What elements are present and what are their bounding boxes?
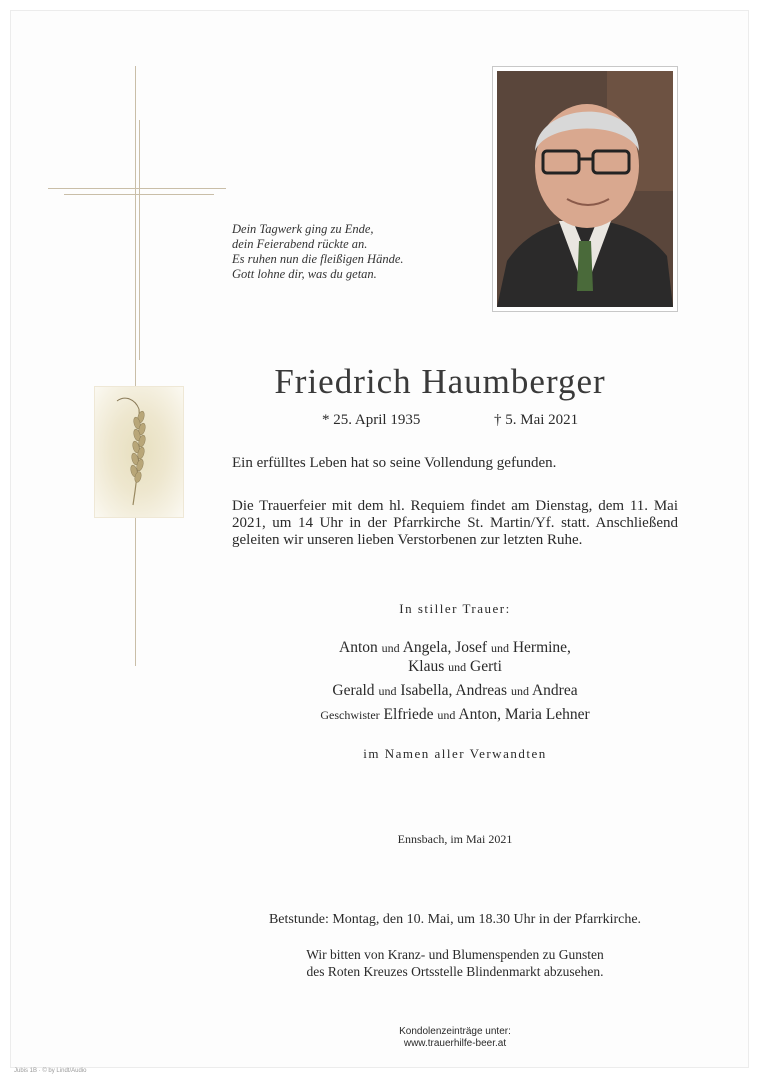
deceased-name: Friedrich Haumberger [274, 362, 606, 401]
connector: und [437, 708, 456, 722]
portrait-photo [492, 66, 678, 312]
place-date: Ennsbach, im Mai 2021 [397, 832, 513, 846]
mourner-name: Hermine, [512, 639, 571, 656]
birth-date: * 25. April 1935 [322, 412, 421, 428]
poem-line: Dein Tagwerk ging zu Ende, [232, 222, 374, 236]
funeral-text: Die Trauerfeier mit dem hl. Requiem findet am Dienstag, dem 11. Mai 2021, um 14 Uhr in der Pfarrkirche St. Martin/Yf. statt. Anschließend geleiten wir unseren lieben Verstorbenen zur letzten Ruhe. [232, 498, 678, 548]
motto-text: Ein erfülltes Leben hat so seine Vollendung gefunden. [232, 455, 557, 471]
mourners-line [232, 705, 678, 725]
mourner-name: Klaus [408, 658, 445, 675]
wheat-icon [95, 387, 183, 517]
poem-line: dein Feierabend rückte an. [232, 237, 368, 251]
footer-credit: Jubis 1B · © by Lindt/Audio [14, 1068, 87, 1074]
mourner-name: Isabella, Andreas [400, 682, 508, 699]
cross-vertical-line [135, 66, 136, 666]
connector: und [381, 641, 400, 655]
mourner-name: Anton [339, 639, 378, 656]
cross-vertical-line-inner [139, 120, 140, 360]
relatives-text: im Namen aller Verwandten [363, 746, 547, 761]
cross-horizontal-line-inner [64, 194, 214, 195]
mourners-line [232, 681, 678, 701]
mourners-heading: In stiller Trauer: [399, 601, 511, 616]
portrait-image [497, 71, 673, 307]
poem-line: Es ruhen nun die fleißigen Hände. [232, 252, 404, 266]
death-date: † 5. Mai 2021 [494, 412, 579, 428]
connector: und [490, 641, 509, 655]
mourner-name: Gerald [332, 682, 375, 699]
connector: und [378, 684, 397, 698]
poem [232, 222, 472, 282]
cross-horizontal-line [48, 188, 226, 189]
mourner-name: Anton, Maria Lehner [458, 706, 590, 723]
flowers-text-line: Wir bitten von Kranz- und Blumenspenden zu Gunsten [306, 947, 604, 962]
mourner-name: Angela, Josef [402, 639, 488, 656]
mourners-line [232, 638, 678, 658]
condolence-label: Kondolenzeinträge unter: [399, 1026, 511, 1037]
mourner-name: Andrea [531, 682, 578, 699]
person-portrait-icon [497, 71, 673, 307]
prayer-hour-text: Betstunde: Montag, den 10. Mai, um 18.30 Uhr in der Pfarrkirche. [268, 912, 642, 927]
mourner-name: Gerti [470, 658, 502, 675]
wheat-ear-image [94, 386, 184, 518]
mourner-name: Elfriede [383, 706, 434, 723]
mourners-line [232, 657, 678, 677]
condolence-link[interactable]: www.trauerhilfe-beer.at [403, 1038, 507, 1049]
poem-line: Gott lohne dir, was du getan. [232, 267, 377, 281]
flowers-text-line: des Roten Kreuzes Ortsstelle Blindenmarkt abzusehen. [306, 964, 604, 979]
siblings-prefix: Geschwister [320, 708, 380, 722]
connector: und [448, 660, 467, 674]
connector: und [510, 684, 529, 698]
